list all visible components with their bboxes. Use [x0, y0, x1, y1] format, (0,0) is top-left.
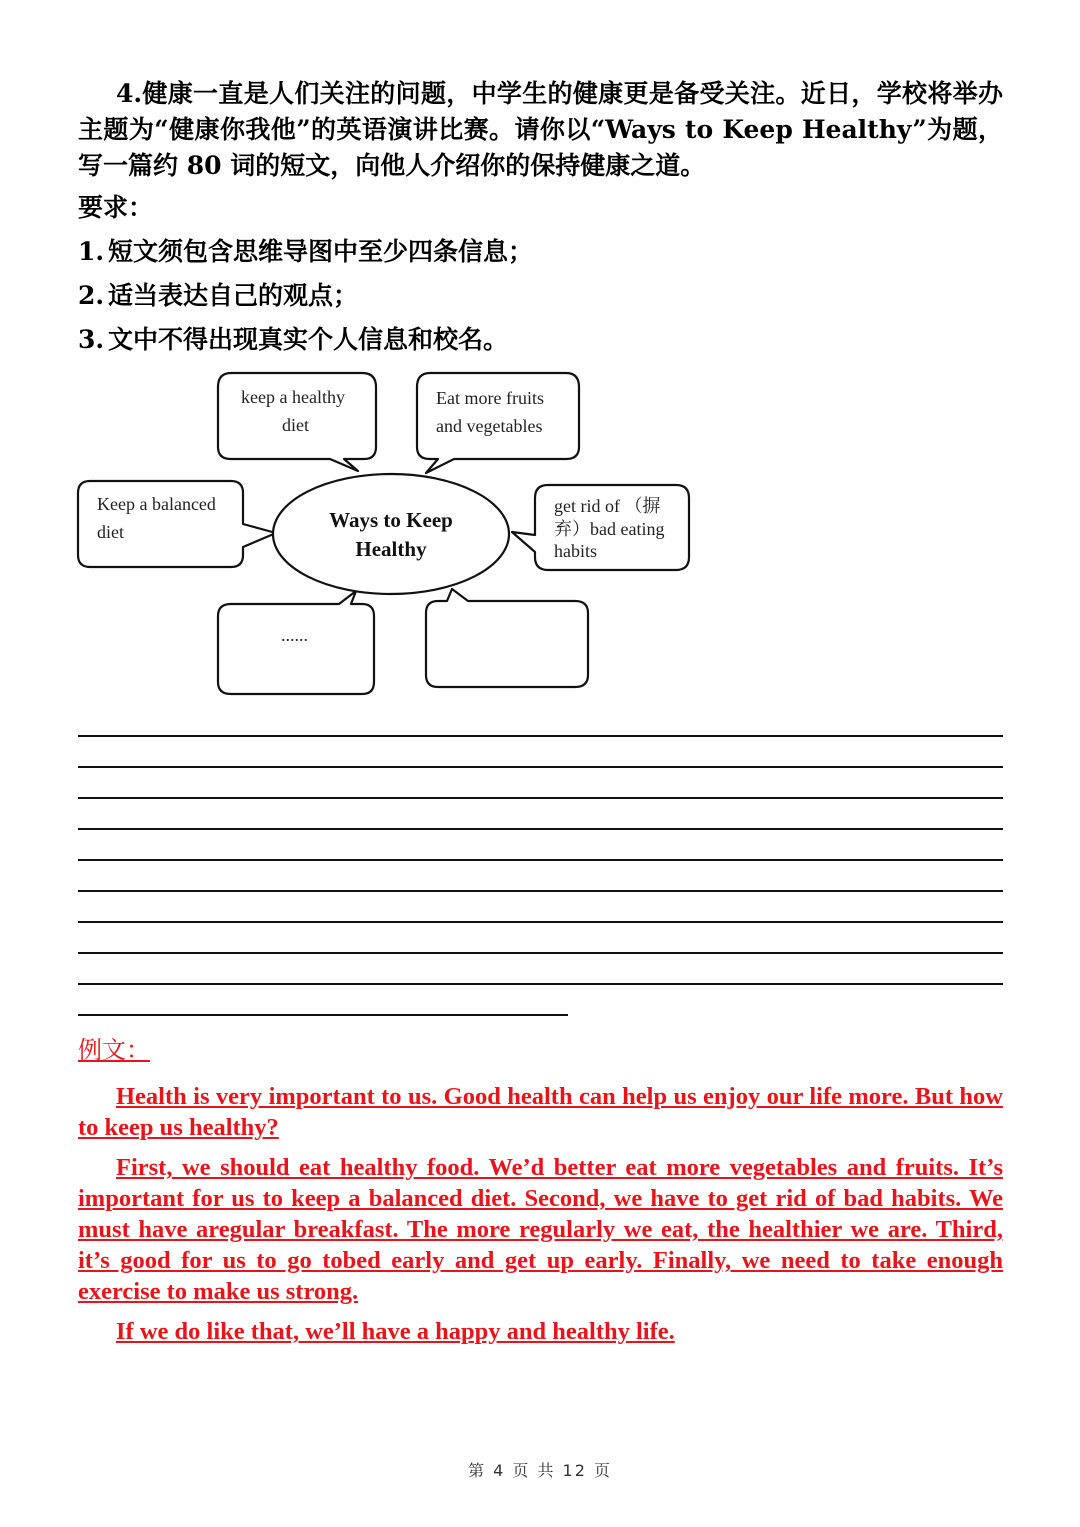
center-title-line2: Healthy — [355, 537, 427, 561]
requirement-item — [78, 234, 1003, 270]
node-fruits-line2: and vegetables — [436, 416, 543, 436]
requirement-number: 3. — [78, 325, 105, 354]
requirement-item — [78, 322, 1003, 358]
question-prompt: 4.健康一直是人们关注的问题，中学生的健康更是备受关注。近日，学校将举办主题为“健康你我他”的英语演讲比赛。请你以“Ways to Keep Healthy”为题，写一篇约 80 词的短文，向他人介绍你的保持健康之道。 — [78, 79, 1003, 180]
writing-line[interactable] — [78, 859, 1003, 861]
requirement-text: 适当表达自己的观点； — [108, 281, 359, 310]
node-bad-habits-line1: get rid of （摒 — [554, 496, 661, 516]
node-empty-ellipsis: ...... — [281, 625, 308, 645]
answer-lines[interactable] — [78, 735, 1003, 1045]
node-balanced-diet-line1: Keep a balanced — [97, 494, 216, 514]
speech-bubble-bottom-right — [426, 589, 588, 687]
writing-line[interactable] — [78, 890, 1003, 892]
requirement-number: 2. — [78, 281, 105, 310]
node-bad-habits-line2: 弃）bad eating — [554, 519, 665, 539]
node-balanced-diet-line2: diet — [97, 522, 124, 542]
requirement-number: 1. — [78, 237, 105, 266]
requirement-text: 文中不得出现真实个人信息和校名。 — [108, 325, 509, 354]
node-healthy-diet-line2: diet — [282, 415, 309, 435]
sample-paragraph: Health is very important to us. Good health can help us enjoy our life more. But how to keep us healthy? — [78, 1083, 1003, 1141]
node-fruits-line1: Eat more fruits — [436, 388, 544, 408]
requirement-item — [78, 278, 1003, 314]
sample-label: 例文： — [78, 1036, 150, 1064]
sample-paragraph: First, we should eat healthy food. We’d better eat more vegetables and fruits. It’s important for us to keep a balanced diet. Second, we have to get rid of bad habits. We must have aregular breakfast. The more regularly we eat, the healthier we are. Third, it’s good for us to go tobed early and get up early. Finally, we need to take enough exercise to make us strong. — [78, 1154, 1003, 1305]
question-section — [78, 76, 1003, 358]
writing-line[interactable] — [78, 735, 1003, 737]
node-bad-habits-line3: habits — [554, 541, 597, 561]
sample-paragraph: If we do like that, we’ll have a happy and healthy life. — [116, 1318, 675, 1345]
center-title-line1: Ways to Keep — [329, 508, 453, 532]
mind-map — [76, 367, 696, 697]
requirements-title: 要求： — [78, 193, 154, 222]
writing-line[interactable] — [78, 797, 1003, 799]
requirement-text: 短文须包含思维导图中至少四条信息； — [108, 237, 534, 266]
writing-line[interactable] — [78, 983, 1003, 985]
writing-line[interactable] — [78, 766, 1003, 768]
writing-line[interactable] — [78, 1014, 568, 1016]
sample-essay — [78, 1030, 1003, 1356]
writing-line[interactable] — [78, 952, 1003, 954]
page-footer: 第 4 页 共 12 页 — [468, 1461, 612, 1480]
writing-line[interactable] — [78, 828, 1003, 830]
node-healthy-diet-line1: keep a healthy — [241, 387, 345, 407]
writing-line[interactable] — [78, 921, 1003, 923]
